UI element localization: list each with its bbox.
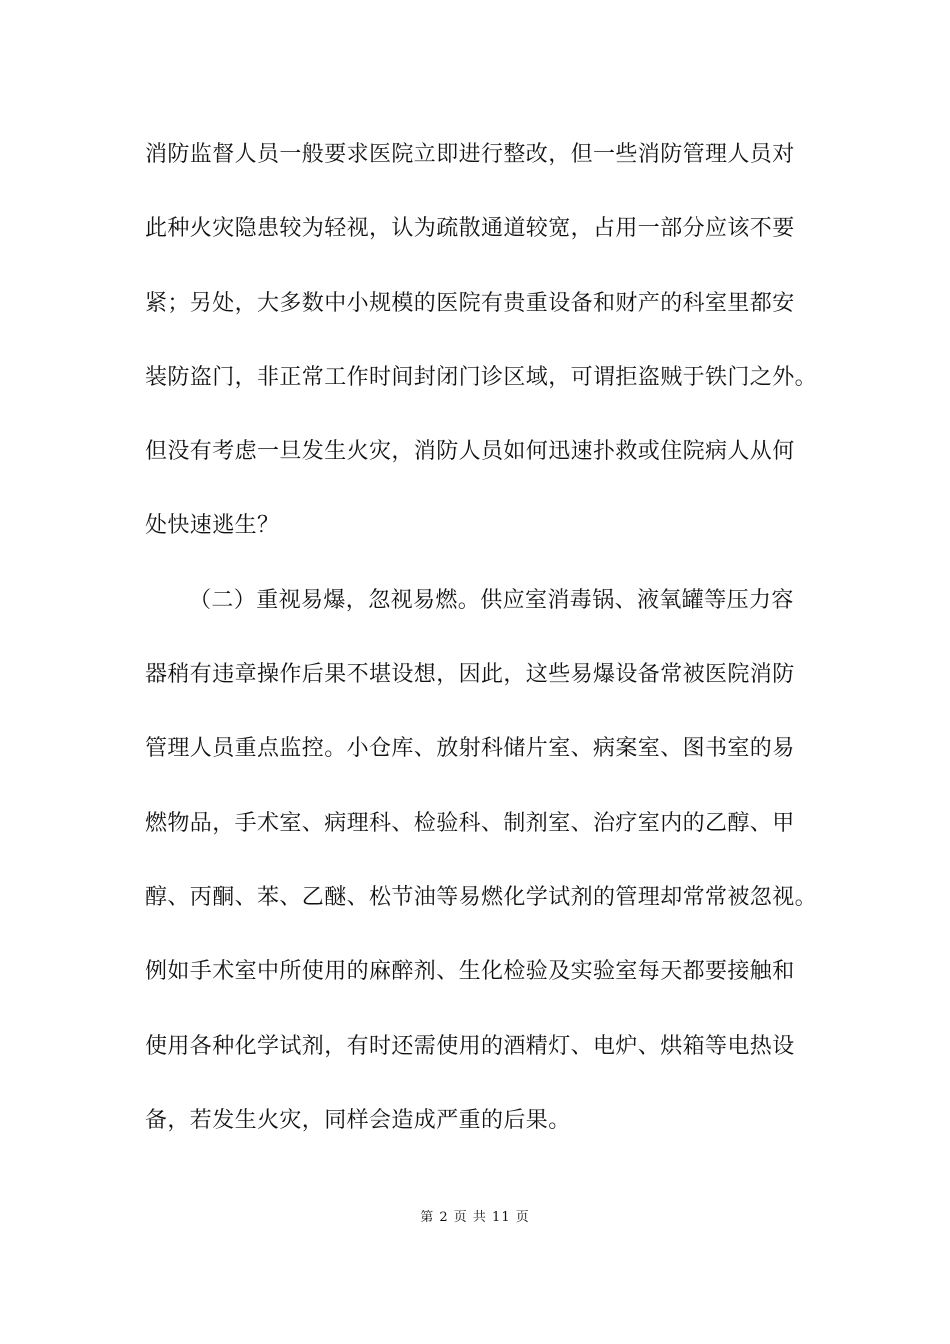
text-line: 装防盗门，非正常工作时间封闭门诊区域，可谓拒盗贼于铁门之外。 — [145, 364, 818, 390]
text-line: 管理人员重点监控。小仓库、放射科储片室、病案室、图书室的易 — [145, 736, 795, 762]
text-line: 器稍有违章操作后果不堪设想，因此，这些易爆设备常被医院消防 — [145, 662, 795, 688]
section-heading-line: （二）重视易爆，忽视易燃。供应室消毒锅、液氧罐等压力容 — [189, 587, 794, 613]
text-line: 紧；另处，大多数中小规模的医院有贵重设备和财产的科室里都安 — [145, 290, 795, 316]
text-line: 此种火灾隐患较为轻视，认为疏散通道较宽，占用一部分应该不要 — [145, 216, 795, 242]
text-line: 消防监督人员一般要求医院立即进行整改，但一些消防管理人员对 — [145, 142, 795, 167]
body-text — [145, 133, 818, 1173]
text-line: 备，若发生火灾，同样会造成严重的后果。 — [145, 1107, 571, 1133]
text-line: 例如手术室中所使用的麻醉剂、生化检验及实验室每天都要接触和 — [145, 959, 795, 985]
text-line: 醇、丙酮、苯、乙醚、松节油等易燃化学试剂的管理却常常被忽视。 — [145, 884, 818, 910]
text-line: 燃物品，手术室、病理科、检验科、制剂室、治疗室内的乙醇、甲 — [145, 810, 795, 836]
page-number-footer: 第 2 页 共 11 页 — [420, 1210, 530, 1225]
text-line: 处快速逃生？ — [145, 513, 280, 539]
text-line: 但没有考虑一旦发生火灾，消防人员如何迅速扑救或住院病人从何 — [145, 439, 795, 465]
text-line: 使用各种化学试剂，有时还需使用的酒精灯、电炉、烘箱等电热设 — [145, 1033, 795, 1059]
